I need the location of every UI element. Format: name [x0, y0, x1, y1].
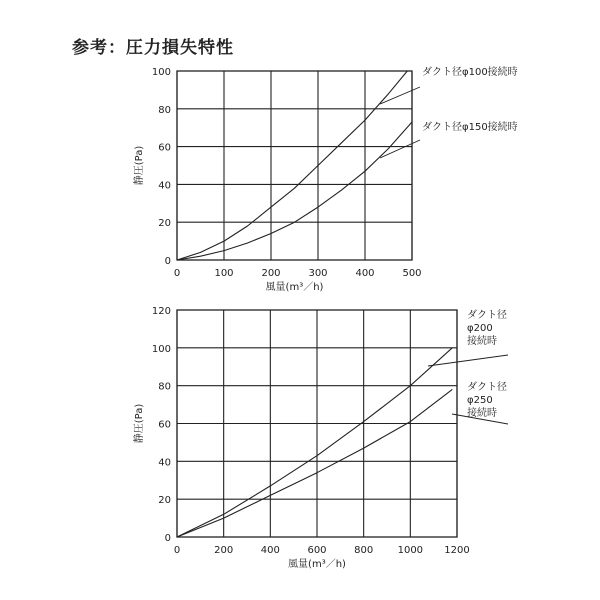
legend-leader-line: [380, 140, 420, 158]
series-label: [467, 381, 507, 419]
series-label: [467, 309, 507, 347]
y-tick-label: 80: [158, 104, 171, 116]
series-line-2: [177, 389, 452, 537]
series-label-line: 接続時: [467, 408, 497, 419]
y-axis-label: 静圧(Pa): [134, 403, 145, 444]
y-tick-label: 0: [164, 256, 171, 267]
x-tick-label: 200: [261, 268, 281, 279]
x-tick-label: 400: [355, 268, 375, 279]
series-line-1: [177, 348, 452, 537]
y-axis-label: 静圧(Pa): [134, 145, 145, 186]
y-tick-label: 40: [158, 180, 171, 192]
y-tick-label: 80: [158, 381, 171, 393]
series-label-line: ダクト径: [467, 310, 507, 321]
series-line-2: [177, 122, 412, 260]
x-axis-label: 風量(m³／h): [288, 559, 346, 570]
plot-frame: [177, 71, 412, 260]
series-line-1: [177, 71, 407, 260]
x-tick-label: 200: [214, 545, 234, 556]
x-tick-label: 100: [214, 268, 234, 279]
y-tick-label: 20: [158, 218, 171, 230]
series-label-line: φ200: [467, 323, 493, 334]
x-tick-label: 400: [260, 545, 280, 556]
y-tick-label: 120: [151, 306, 171, 317]
series-label-line: 接続時: [467, 336, 497, 347]
x-tick-label: 300: [308, 268, 328, 279]
x-axis-label: 風量(m³／h): [265, 282, 324, 293]
legend-leader-line: [380, 87, 420, 104]
legend-leader-line: [428, 355, 508, 366]
y-tick-label: 40: [158, 457, 171, 469]
y-tick-label: 60: [158, 419, 171, 431]
x-tick-label: 1000: [397, 545, 424, 556]
x-tick-label: 600: [307, 545, 327, 556]
series-label-line: φ250: [467, 395, 493, 406]
series-label: ダクト径φ150接続時: [422, 122, 518, 133]
y-tick-label: 20: [158, 495, 171, 507]
y-tick-label: 100: [151, 67, 171, 78]
x-tick-label: 1200: [444, 545, 470, 556]
page-title: 参考：圧力損失特性: [72, 38, 234, 58]
x-tick-label: 0: [173, 268, 181, 279]
y-tick-label: 100: [151, 343, 171, 355]
y-tick-label: 60: [158, 142, 171, 154]
series-label: ダクト径φ100接続時: [422, 67, 518, 78]
x-tick-label: 0: [173, 545, 181, 556]
chart-1: [132, 65, 518, 293]
chart-2: [132, 306, 508, 570]
x-tick-label: 800: [354, 545, 374, 556]
y-tick-label: 0: [164, 533, 171, 544]
series-label-line: ダクト径: [467, 382, 507, 393]
x-tick-label: 500: [402, 268, 422, 279]
